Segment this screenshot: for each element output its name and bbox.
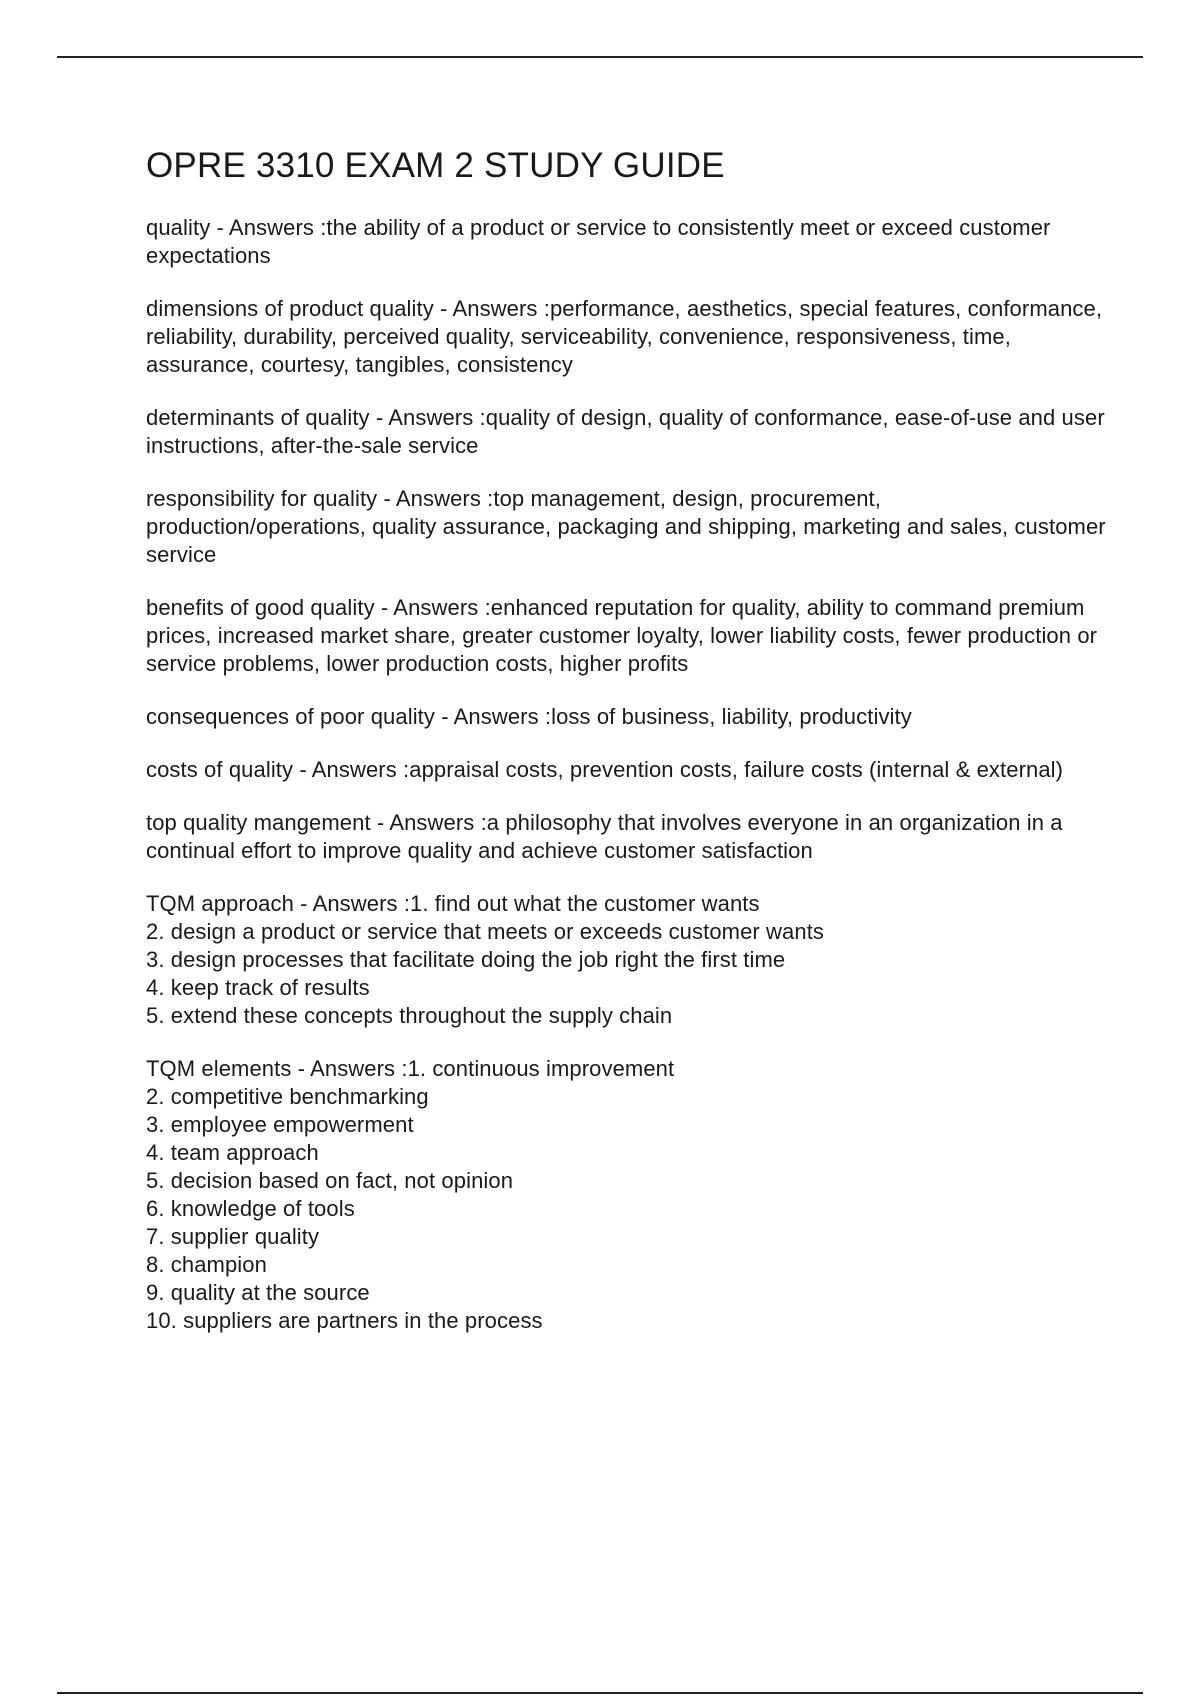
entry-text: responsibility for quality - Answers :top management, design, procurement, production/operations, quality assurance, packaging and shipping, marketing and sales, customer service bbox=[146, 486, 1106, 567]
top-divider bbox=[57, 56, 1143, 58]
study-entry-responsibility-for-quality bbox=[146, 485, 1106, 569]
list-line: 9. quality at the source bbox=[146, 1280, 370, 1305]
list-line: 2. competitive benchmarking bbox=[146, 1084, 429, 1109]
entry-text: quality - Answers :the ability of a product or service to consistently meet or exceed customer expectations bbox=[146, 215, 1051, 268]
list-line: 7. supplier quality bbox=[146, 1224, 320, 1249]
study-entry-top-quality-management bbox=[146, 809, 1106, 865]
list-line: 4. keep track of results bbox=[146, 975, 370, 1000]
list-line: 6. knowledge of tools bbox=[146, 1196, 355, 1221]
list-line: 4. team approach bbox=[146, 1140, 319, 1165]
list-line: 5. decision based on fact, not opinion bbox=[146, 1168, 514, 1193]
entry-text: consequences of poor quality - Answers :loss of business, liability, productivity bbox=[146, 704, 912, 729]
entry-text: top quality mangement - Answers :a philosophy that involves everyone in an organization in a continual effort to improve quality and achieve customer satisfaction bbox=[146, 810, 1063, 863]
study-entry-tqm-approach bbox=[146, 890, 1106, 1030]
entry-text: dimensions of product quality - Answers :performance, aesthetics, special features, conformance, reliability, durability, perceived quality, serviceability, convenience, responsiveness, time, assurance, courtesy, tangibles, consistency bbox=[146, 296, 1103, 377]
entry-text: costs of quality - Answers :appraisal costs, prevention costs, failure costs (internal & external) bbox=[146, 757, 1064, 782]
list-line: TQM elements - Answers :1. continuous improvement bbox=[146, 1056, 675, 1081]
study-entry-benefits-of-good-quality bbox=[146, 594, 1106, 678]
list-line: 2. design a product or service that meets or exceeds customer wants bbox=[146, 919, 825, 944]
list-line: 3. employee empowerment bbox=[146, 1112, 414, 1137]
list-line: 10. suppliers are partners in the process bbox=[146, 1308, 543, 1333]
bottom-divider bbox=[57, 1692, 1143, 1694]
study-entry-determinants-of-quality bbox=[146, 404, 1106, 460]
list-line: 8. champion bbox=[146, 1252, 267, 1277]
entry-text: benefits of good quality - Answers :enhanced reputation for quality, ability to command premium prices, increased market share, greater customer loyalty, lower liability costs, fewer production or service problems, lower production costs, higher profits bbox=[146, 595, 1098, 676]
list-line: 5. extend these concepts throughout the supply chain bbox=[146, 1003, 673, 1028]
study-entry-quality bbox=[146, 214, 1106, 270]
study-entry-tqm-elements bbox=[146, 1055, 1106, 1335]
study-entry-consequences-of-poor-quality bbox=[146, 703, 1106, 731]
entry-text: determinants of quality - Answers :quality of design, quality of conformance, ease-of-use and user instructions, after-the-sale service bbox=[146, 405, 1105, 458]
page-title: OPRE 3310 EXAM 2 STUDY GUIDE bbox=[146, 146, 725, 185]
document-page bbox=[146, 142, 1106, 1360]
list-line: 3. design processes that facilitate doing the job right the first time bbox=[146, 947, 786, 972]
list-line: TQM approach - Answers :1. find out what the customer wants bbox=[146, 891, 760, 916]
study-entry-dimensions-of-product-quality bbox=[146, 295, 1106, 379]
study-entry-costs-of-quality bbox=[146, 756, 1106, 784]
